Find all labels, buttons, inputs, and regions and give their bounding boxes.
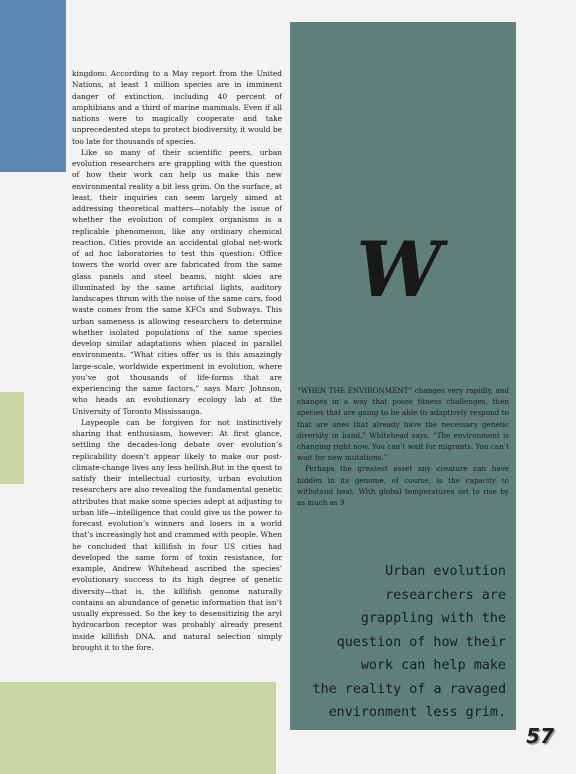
- body-paragraph: kingdom: According to a May report from the United Nations, at least 1 million species are in imminent danger of extinction, including 40 percent of amphibians and a third of marine mammals. Even if all nations were to magically cooperate and take unprecedented steps to protect biodiversity, it would be too late for thousands of species.: [72, 69, 282, 146]
- pull-quote-line: environment less grim.: [328, 705, 506, 720]
- body-paragraph: Perhaps the greatest asset any creature can have hidden in its genome, of course, is the capacity to withstand heat. With global temperatures set to rise by as much as 9: [297, 464, 509, 508]
- right-text-column: [297, 385, 509, 508]
- body-paragraph: “WHEN THE ENVIRONMENT” changes very rapidly, and changes in a way that poses fitness challenges, then species that are going to be able to adaptively respond to that are ones that already have the necessary genetic diversity in hand,” Whitehead says. “The environment is changing right now. You can’t wait for migrants. You can’t wait for new mutations.”: [297, 386, 510, 463]
- left-text-column: [72, 68, 282, 653]
- green-side-color-block: [0, 392, 24, 484]
- body-paragraph: Laypeople can be forgiven for not instinctively sharing that enthusiasm, however: At first glance, settling the decades-long debate over evolution’s replicability doesn’t appear likely to make our post-climate-change lives any less hellish.But in the quest to satisfy their intellectual curiosity, urban evolution researchers are also revealing the fundamental genetic attributes that make some species adept at adjusting to urban life—intelligence that could give us the power to forecast evolution’s winners and losers in a world that’s increasingly hot and crammed with people. When he concluded that killifish in four US cities had developed the same form of toxin resistance, for example, Andrew Whitehead ascribed the species’ evolutionary success to its high degree of genetic diversity—that is, the killifish genome naturally contains an abundance of genetic information that isn’t usually expressed. So the key to desensitizing the aryl hydrocarbon receptor was probably already present inside killifish DNA, and natural selection simply brought it to the fore.: [72, 417, 283, 652]
- pull-quote-line: grappling with the: [360, 611, 506, 626]
- pull-quote-line: the reality of a ravaged: [312, 681, 506, 697]
- blue-color-block: [0, 0, 66, 172]
- pull-quote-line: question of how their: [336, 634, 506, 650]
- drop-cap-letter: W: [356, 225, 442, 314]
- pull-quote-line: Urban evolution: [385, 564, 506, 579]
- pull-quote-line: work can help make: [360, 658, 506, 673]
- body-paragraph: Like so many of their scientific peers, urban evolution researchers are grappling with the question of how their work can help us make this new environmental reality a bit less grim. On the surface, at least, their inquiries can seem largely aimed at addressing theoretical matters—notably the issue of whether the evolution of complex organisms is a replicable phenomenon, like any ordinary chemical reaction. Cities provide an accidental global net-work of ad hoc laboratories to test this question: Office towers the world over are fabricated from the same glass panels and steel beams, night skies are illuminated by the same artificial lights, auditory landscapes thrum with the noise of the same cars, food waste comes from the same KFCs and Subways. This urban sameness is allowing researchers to determine whether isolated populations of the same species develop similar adaptations when placed in parallel environments. “What cities offer us is this amazingly large-scale, worldwide experiment in evolution, where you’ve got thousands of life-forms that are experiencing the same factors,” says Marc Johnson, who heads an evolutionary ecology lab at the University of Toronto Mississauga.: [72, 147, 282, 416]
- pull-quote: [300, 560, 506, 725]
- green-bottom-color-block: [0, 682, 276, 774]
- pull-quote-line: researchers are: [385, 587, 506, 603]
- page-number: 57: [526, 724, 554, 748]
